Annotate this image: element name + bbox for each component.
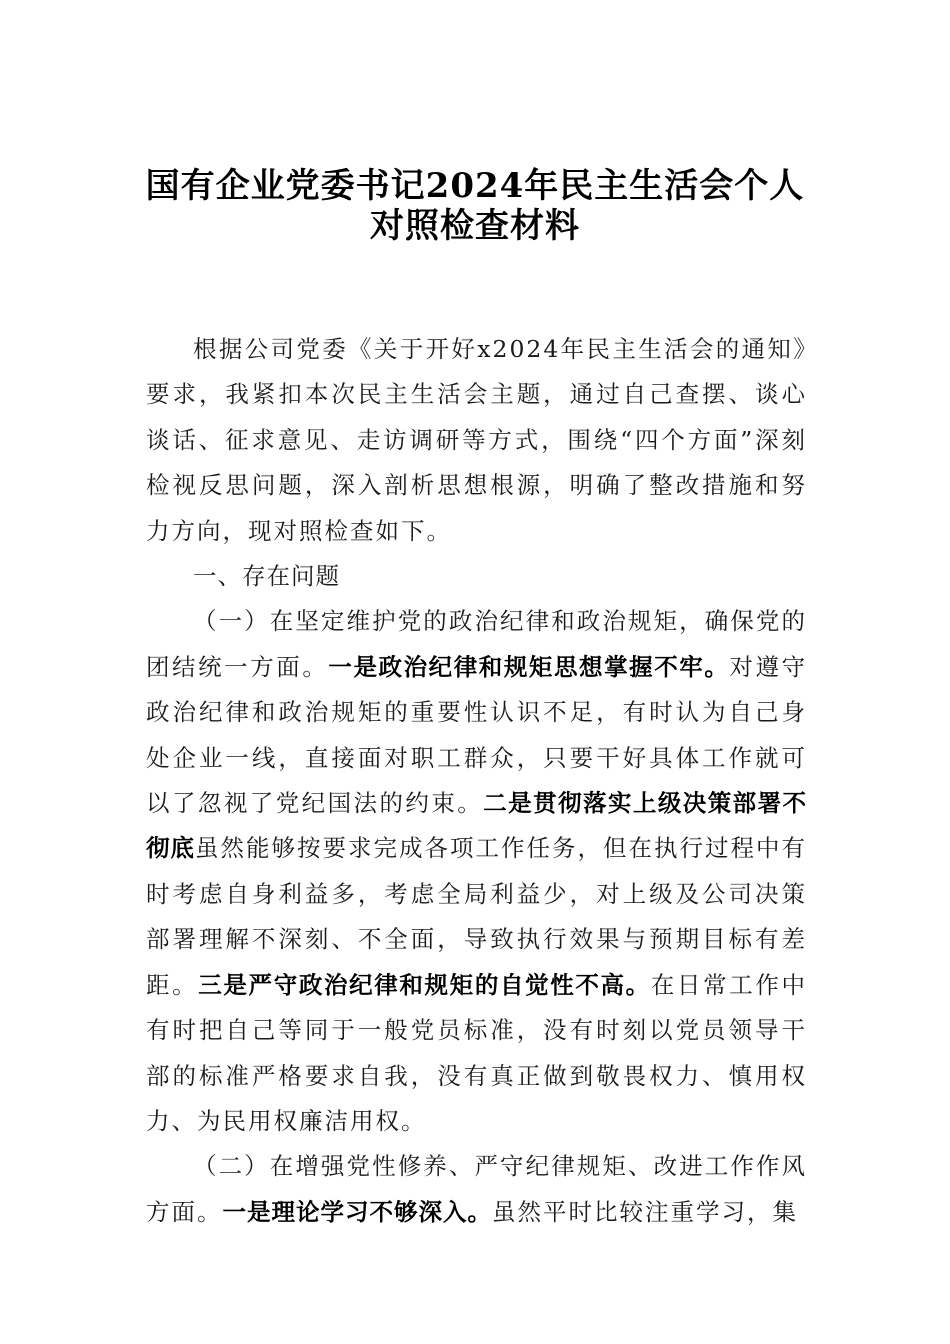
item-2-point-1-title: 一是理论学习不够深入。 <box>222 1197 492 1226</box>
section-1-item-1 <box>146 599 807 1144</box>
item-2-point-1-text: 虽然平时比较注重学习，集 <box>492 1197 798 1226</box>
item-1-point-1-title: 一是政治纪律和规矩思想掌握不牢。 <box>328 652 730 681</box>
section-heading-problems: 一、存在问题 <box>193 562 340 591</box>
item-1-point-1-text: 对遵守政治纪律和政治规矩的重要性认识不足，有时认为自己身处企业一线，直接面对职工群众，只要干好具体工作就可以了忽视了党纪国法的约束。 <box>146 652 808 818</box>
item-1-point-3-text: 在日常工作中有时把自己等同于一般党员标准，没有时刻以党员领导干部的标准严格要求自我，没有真正做到敬畏权力、慎用权力、为民用权廉洁用权。 <box>146 970 808 1135</box>
document-title-line1: 国有企业党委书记2024年民主生活会个人 <box>145 166 805 206</box>
item-1-point-2-title: 二是贯彻落实上级决策部署不彻底 <box>146 789 808 863</box>
item-1-point-3-title: 三是严守政治纪律和规矩的自觉性不高。 <box>198 970 651 999</box>
item-1-point-2-text: 虽然能够按要求完成各项工作任务，但在执行过程中有时考虑自身利益多，考虑全局利益少，对上级及公司决策部署理解不深刻、不全面，导致执行效果与预期目标有差距。 <box>146 834 807 999</box>
section-1-item-2 <box>146 1144 807 1235</box>
intro-paragraph: 根据公司党委《关于开好x2024年民主生活会的通知》要求，我紧扣本次民主生活会主题，通过自己查摆、谈心谈话、征求意见、走访调研等方式，围绕“四个方面”深刻检视反思问题，深入剖析思想根源，明确了整改措施和努力方向，现对照检查如下。 <box>146 335 807 545</box>
document-title-line2: 对照检查材料 <box>370 206 580 246</box>
document-body <box>146 327 807 1235</box>
item-1-lead: （一）在坚定维护党的政治纪律和政治规矩，确保党的团结统一方面。 <box>146 607 807 681</box>
item-2-lead: （二）在增强党性修养、严守纪律规矩、改进工作作风方面。 <box>146 1152 807 1226</box>
